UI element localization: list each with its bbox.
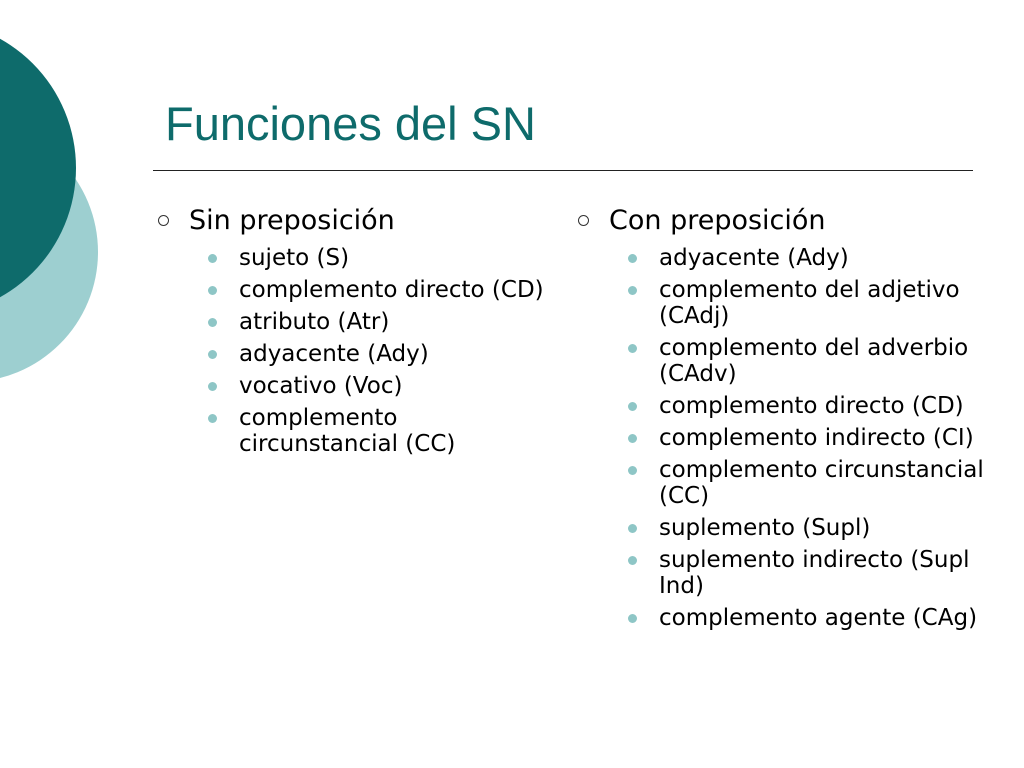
list-item-text: atributo (Atr) xyxy=(239,309,390,335)
dot-bullet-icon xyxy=(208,254,217,263)
dot-bullet-icon xyxy=(208,318,217,327)
dot-bullet-icon xyxy=(628,286,637,295)
list-item-text: sujeto (S) xyxy=(239,245,350,271)
list-item xyxy=(573,393,993,419)
dot-bullet-icon xyxy=(628,434,637,443)
title-divider xyxy=(153,170,973,171)
hollow-circle-bullet-icon xyxy=(158,215,169,226)
dot-bullet-icon xyxy=(208,382,217,391)
dot-bullet-icon xyxy=(628,614,637,623)
list-item xyxy=(153,373,553,399)
dot-bullet-icon xyxy=(628,524,637,533)
dot-bullet-icon xyxy=(208,414,217,423)
right-heading: Con preposición xyxy=(609,205,826,236)
right-heading-row xyxy=(573,203,993,239)
list-item xyxy=(573,277,993,329)
list-item xyxy=(573,425,993,451)
list-item-text: complemento directo (CD) xyxy=(239,277,544,303)
list-item xyxy=(153,405,553,457)
dot-bullet-icon xyxy=(208,350,217,359)
list-item-text: complemento agente (CAg) xyxy=(659,605,978,631)
dot-bullet-icon xyxy=(628,254,637,263)
list-item-text: complemento directo (CD) xyxy=(659,393,964,419)
list-item xyxy=(573,245,993,271)
left-sublist xyxy=(153,245,553,457)
right-sublist xyxy=(573,245,993,631)
list-item-text: complemento circunstancial (CC) xyxy=(239,405,456,457)
list-item xyxy=(153,309,553,335)
list-item-text: complemento indirecto (CI) xyxy=(659,425,974,451)
list-item xyxy=(573,457,993,509)
dot-bullet-icon xyxy=(628,556,637,565)
dot-bullet-icon xyxy=(628,466,637,475)
list-item xyxy=(153,341,553,367)
list-item xyxy=(153,245,553,271)
left-heading: Sin preposición xyxy=(189,205,395,236)
left-heading-row xyxy=(153,203,553,239)
dot-bullet-icon xyxy=(628,402,637,411)
left-column xyxy=(153,203,553,457)
list-item-text: adyacente (Ady) xyxy=(659,245,849,271)
hollow-circle-bullet-icon xyxy=(578,215,589,226)
list-item-text: adyacente (Ady) xyxy=(239,341,429,367)
dot-bullet-icon xyxy=(208,286,217,295)
list-item xyxy=(573,605,993,631)
dot-bullet-icon xyxy=(628,344,637,353)
list-item-text: complemento circunstancial (CC) xyxy=(659,457,984,509)
list-item-text: suplemento (Supl) xyxy=(659,515,871,541)
slide-title: Funciones del SN xyxy=(165,97,536,150)
list-item xyxy=(573,335,993,387)
list-item-text: complemento del adverbio (CAdv) xyxy=(659,335,969,387)
decorative-circles xyxy=(0,0,140,420)
list-item xyxy=(573,515,993,541)
list-item xyxy=(573,547,993,599)
list-item xyxy=(153,277,553,303)
list-item-text: vocativo (Voc) xyxy=(239,373,403,399)
right-column xyxy=(573,203,993,631)
list-item-text: complemento del adjetivo (CAdj) xyxy=(659,277,960,329)
list-item-text: suplemento indirecto (Supl Ind) xyxy=(659,547,970,599)
